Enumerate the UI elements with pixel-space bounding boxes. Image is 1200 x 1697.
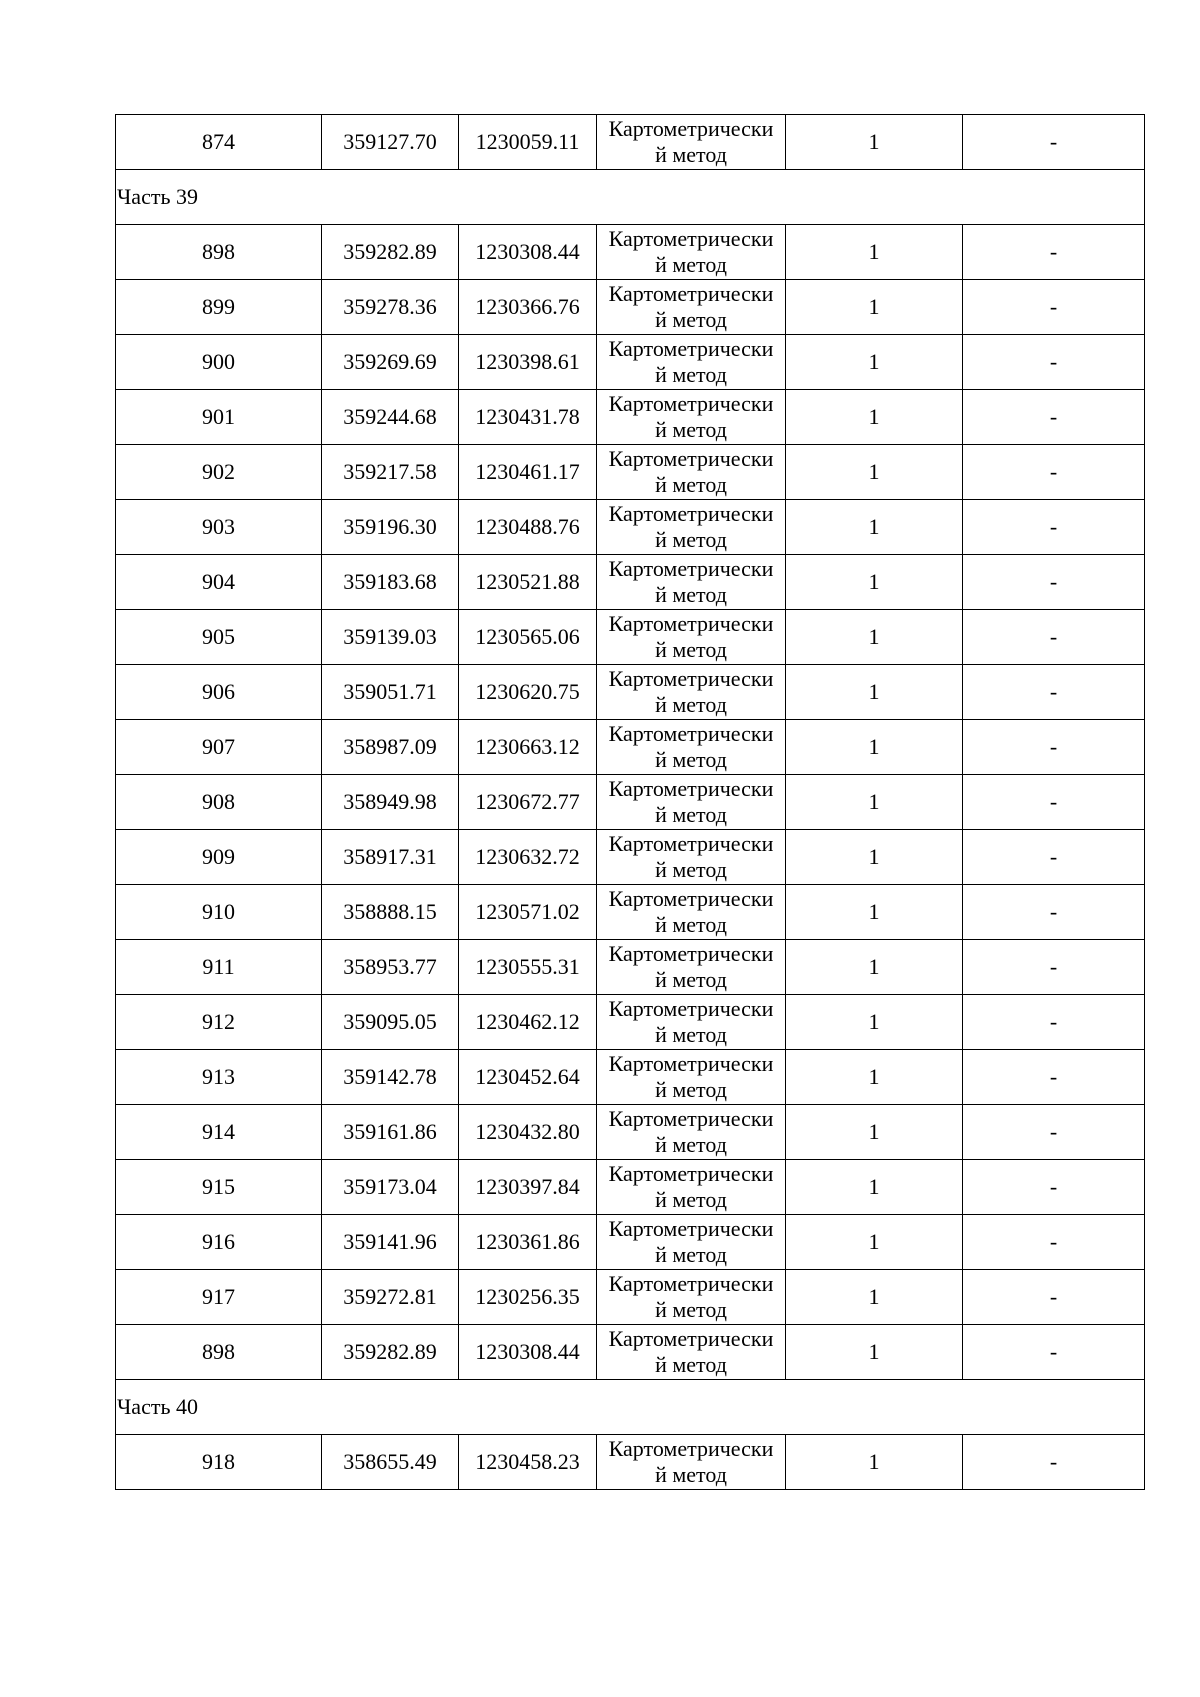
note-cell: - bbox=[963, 995, 1145, 1050]
accuracy-cell: 1 bbox=[786, 1435, 963, 1490]
x-coordinate-cell: 359161.86 bbox=[322, 1105, 459, 1160]
accuracy-cell: 1 bbox=[786, 335, 963, 390]
point-number-cell: 874 bbox=[116, 115, 322, 170]
x-coordinate-cell: 359269.69 bbox=[322, 335, 459, 390]
method-line-2: й метод bbox=[655, 692, 727, 717]
y-coordinate-cell: 1230488.76 bbox=[459, 500, 597, 555]
point-number-cell: 900 bbox=[116, 335, 322, 390]
y-coordinate-cell: 1230366.76 bbox=[459, 280, 597, 335]
accuracy-cell: 1 bbox=[786, 1105, 963, 1160]
method-cell bbox=[597, 1105, 786, 1160]
y-coordinate-cell: 1230555.31 bbox=[459, 940, 597, 995]
method-line-2: й метод bbox=[655, 1132, 727, 1157]
point-number-cell: 915 bbox=[116, 1160, 322, 1215]
table-row bbox=[116, 280, 1145, 335]
method-line-1: Картометрически bbox=[608, 886, 774, 911]
point-number-cell: 898 bbox=[116, 225, 322, 280]
table-row bbox=[116, 335, 1145, 390]
method-line-1: Картометрически bbox=[608, 1436, 774, 1461]
accuracy-cell: 1 bbox=[786, 1160, 963, 1215]
accuracy-cell: 1 bbox=[786, 885, 963, 940]
accuracy-cell: 1 bbox=[786, 665, 963, 720]
method-cell bbox=[597, 1160, 786, 1215]
point-number-cell: 917 bbox=[116, 1270, 322, 1325]
method-line-2: й метод bbox=[655, 527, 727, 552]
table-row bbox=[116, 775, 1145, 830]
method-line-1: Картометрически bbox=[608, 336, 774, 361]
section-row bbox=[116, 1380, 1145, 1435]
method-cell bbox=[597, 1325, 786, 1380]
x-coordinate-cell: 359244.68 bbox=[322, 390, 459, 445]
method-cell bbox=[597, 390, 786, 445]
table-row bbox=[116, 940, 1145, 995]
y-coordinate-cell: 1230308.44 bbox=[459, 225, 597, 280]
method-line-1: Картометрически bbox=[608, 446, 774, 471]
table-row bbox=[116, 885, 1145, 940]
accuracy-cell: 1 bbox=[786, 940, 963, 995]
method-cell bbox=[597, 500, 786, 555]
note-cell: - bbox=[963, 885, 1145, 940]
note-cell: - bbox=[963, 115, 1145, 170]
method-cell bbox=[597, 610, 786, 665]
point-number-cell: 916 bbox=[116, 1215, 322, 1270]
method-line-1: Картометрически bbox=[608, 501, 774, 526]
method-cell bbox=[597, 665, 786, 720]
method-cell bbox=[597, 555, 786, 610]
y-coordinate-cell: 1230398.61 bbox=[459, 335, 597, 390]
point-number-cell: 903 bbox=[116, 500, 322, 555]
table-row bbox=[116, 445, 1145, 500]
point-number-cell: 908 bbox=[116, 775, 322, 830]
method-line-1: Картометрически bbox=[608, 556, 774, 581]
y-coordinate-cell: 1230361.86 bbox=[459, 1215, 597, 1270]
table-row bbox=[116, 115, 1145, 170]
y-coordinate-cell: 1230521.88 bbox=[459, 555, 597, 610]
x-coordinate-cell: 358655.49 bbox=[322, 1435, 459, 1490]
accuracy-cell: 1 bbox=[786, 555, 963, 610]
accuracy-cell: 1 bbox=[786, 995, 963, 1050]
point-number-cell: 901 bbox=[116, 390, 322, 445]
method-cell bbox=[597, 940, 786, 995]
method-line-1: Картометрически bbox=[608, 1106, 774, 1131]
x-coordinate-cell: 359051.71 bbox=[322, 665, 459, 720]
method-cell bbox=[597, 1050, 786, 1105]
method-line-1: Картометрически bbox=[608, 1216, 774, 1241]
x-coordinate-cell: 359282.89 bbox=[322, 1325, 459, 1380]
method-line-2: й метод bbox=[655, 1462, 727, 1487]
method-line-2: й метод bbox=[655, 802, 727, 827]
note-cell: - bbox=[963, 1050, 1145, 1105]
table-row bbox=[116, 1160, 1145, 1215]
accuracy-cell: 1 bbox=[786, 225, 963, 280]
x-coordinate-cell: 358949.98 bbox=[322, 775, 459, 830]
point-number-cell: 910 bbox=[116, 885, 322, 940]
y-coordinate-cell: 1230308.44 bbox=[459, 1325, 597, 1380]
point-number-cell: 914 bbox=[116, 1105, 322, 1160]
x-coordinate-cell: 359095.05 bbox=[322, 995, 459, 1050]
x-coordinate-cell: 359139.03 bbox=[322, 610, 459, 665]
note-cell: - bbox=[963, 1270, 1145, 1325]
method-cell bbox=[597, 830, 786, 885]
accuracy-cell: 1 bbox=[786, 500, 963, 555]
x-coordinate-cell: 359278.36 bbox=[322, 280, 459, 335]
point-number-cell: 902 bbox=[116, 445, 322, 500]
note-cell: - bbox=[963, 830, 1145, 885]
accuracy-cell: 1 bbox=[786, 1270, 963, 1325]
method-cell bbox=[597, 445, 786, 500]
method-line-1: Картометрически bbox=[608, 391, 774, 416]
method-line-1: Картометрически bbox=[608, 1326, 774, 1351]
table-row bbox=[116, 665, 1145, 720]
method-line-2: й метод bbox=[655, 967, 727, 992]
method-line-1: Картометрически bbox=[608, 1161, 774, 1186]
note-cell: - bbox=[963, 1160, 1145, 1215]
point-number-cell: 912 bbox=[116, 995, 322, 1050]
y-coordinate-cell: 1230663.12 bbox=[459, 720, 597, 775]
point-number-cell: 904 bbox=[116, 555, 322, 610]
method-line-1: Картометрически bbox=[608, 941, 774, 966]
method-line-2: й метод bbox=[655, 582, 727, 607]
point-number-cell: 905 bbox=[116, 610, 322, 665]
note-cell: - bbox=[963, 445, 1145, 500]
point-number-cell: 898 bbox=[116, 1325, 322, 1380]
section-label: Часть 39 bbox=[116, 170, 1145, 225]
note-cell: - bbox=[963, 390, 1145, 445]
method-line-1: Картометрически bbox=[608, 831, 774, 856]
x-coordinate-cell: 359127.70 bbox=[322, 115, 459, 170]
table-row bbox=[116, 1325, 1145, 1380]
y-coordinate-cell: 1230059.11 bbox=[459, 115, 597, 170]
y-coordinate-cell: 1230461.17 bbox=[459, 445, 597, 500]
point-number-cell: 907 bbox=[116, 720, 322, 775]
accuracy-cell: 1 bbox=[786, 115, 963, 170]
accuracy-cell: 1 bbox=[786, 1050, 963, 1105]
table-row bbox=[116, 1270, 1145, 1325]
note-cell: - bbox=[963, 1105, 1145, 1160]
note-cell: - bbox=[963, 500, 1145, 555]
method-line-1: Картометрически bbox=[608, 996, 774, 1021]
y-coordinate-cell: 1230571.02 bbox=[459, 885, 597, 940]
method-cell bbox=[597, 335, 786, 390]
method-line-1: Картометрически bbox=[608, 721, 774, 746]
point-number-cell: 918 bbox=[116, 1435, 322, 1490]
section-label: Часть 40 bbox=[116, 1380, 1145, 1435]
y-coordinate-cell: 1230256.35 bbox=[459, 1270, 597, 1325]
x-coordinate-cell: 358953.77 bbox=[322, 940, 459, 995]
method-line-2: й метод bbox=[655, 857, 727, 882]
note-cell: - bbox=[963, 555, 1145, 610]
point-number-cell: 911 bbox=[116, 940, 322, 995]
y-coordinate-cell: 1230672.77 bbox=[459, 775, 597, 830]
table-row bbox=[116, 390, 1145, 445]
method-cell bbox=[597, 720, 786, 775]
x-coordinate-cell: 358888.15 bbox=[322, 885, 459, 940]
method-line-2: й метод bbox=[655, 1352, 727, 1377]
y-coordinate-cell: 1230397.84 bbox=[459, 1160, 597, 1215]
y-coordinate-cell: 1230565.06 bbox=[459, 610, 597, 665]
accuracy-cell: 1 bbox=[786, 1215, 963, 1270]
x-coordinate-cell: 359217.58 bbox=[322, 445, 459, 500]
x-coordinate-cell: 358987.09 bbox=[322, 720, 459, 775]
y-coordinate-cell: 1230462.12 bbox=[459, 995, 597, 1050]
x-coordinate-cell: 359142.78 bbox=[322, 1050, 459, 1105]
note-cell: - bbox=[963, 665, 1145, 720]
method-line-2: й метод bbox=[655, 472, 727, 497]
point-number-cell: 906 bbox=[116, 665, 322, 720]
accuracy-cell: 1 bbox=[786, 445, 963, 500]
accuracy-cell: 1 bbox=[786, 720, 963, 775]
table-row bbox=[116, 1105, 1145, 1160]
method-line-1: Картометрически bbox=[608, 1051, 774, 1076]
coordinates-table bbox=[115, 114, 1145, 1490]
method-cell bbox=[597, 1270, 786, 1325]
method-line-1: Картометрически bbox=[608, 666, 774, 691]
point-number-cell: 909 bbox=[116, 830, 322, 885]
table-row bbox=[116, 720, 1145, 775]
method-line-2: й метод bbox=[655, 252, 727, 277]
y-coordinate-cell: 1230452.64 bbox=[459, 1050, 597, 1105]
table-row bbox=[116, 1050, 1145, 1105]
note-cell: - bbox=[963, 280, 1145, 335]
table-row bbox=[116, 830, 1145, 885]
method-line-1: Картометрически bbox=[608, 226, 774, 251]
accuracy-cell: 1 bbox=[786, 1325, 963, 1380]
x-coordinate-cell: 359183.68 bbox=[322, 555, 459, 610]
method-line-2: й метод bbox=[655, 912, 727, 937]
table-row bbox=[116, 555, 1145, 610]
method-line-1: Картометрически bbox=[608, 776, 774, 801]
y-coordinate-cell: 1230632.72 bbox=[459, 830, 597, 885]
table-row bbox=[116, 995, 1145, 1050]
note-cell: - bbox=[963, 1325, 1145, 1380]
accuracy-cell: 1 bbox=[786, 390, 963, 445]
accuracy-cell: 1 bbox=[786, 775, 963, 830]
section-row bbox=[116, 170, 1145, 225]
method-line-2: й метод bbox=[655, 637, 727, 662]
note-cell: - bbox=[963, 610, 1145, 665]
table-row bbox=[116, 1435, 1145, 1490]
method-cell bbox=[597, 225, 786, 280]
method-cell bbox=[597, 115, 786, 170]
method-line-2: й метод bbox=[655, 747, 727, 772]
method-cell bbox=[597, 775, 786, 830]
x-coordinate-cell: 359173.04 bbox=[322, 1160, 459, 1215]
accuracy-cell: 1 bbox=[786, 830, 963, 885]
method-line-1: Картометрически bbox=[608, 1271, 774, 1296]
coordinates-table-body bbox=[116, 115, 1145, 1490]
method-line-2: й метод bbox=[655, 1297, 727, 1322]
method-cell bbox=[597, 885, 786, 940]
method-line-2: й метод bbox=[655, 1187, 727, 1212]
accuracy-cell: 1 bbox=[786, 610, 963, 665]
note-cell: - bbox=[963, 940, 1145, 995]
table-row bbox=[116, 610, 1145, 665]
x-coordinate-cell: 359282.89 bbox=[322, 225, 459, 280]
point-number-cell: 913 bbox=[116, 1050, 322, 1105]
note-cell: - bbox=[963, 775, 1145, 830]
note-cell: - bbox=[963, 720, 1145, 775]
y-coordinate-cell: 1230620.75 bbox=[459, 665, 597, 720]
method-line-2: й метод bbox=[655, 1077, 727, 1102]
x-coordinate-cell: 359272.81 bbox=[322, 1270, 459, 1325]
method-cell bbox=[597, 280, 786, 335]
y-coordinate-cell: 1230432.80 bbox=[459, 1105, 597, 1160]
method-line-2: й метод bbox=[655, 142, 727, 167]
y-coordinate-cell: 1230431.78 bbox=[459, 390, 597, 445]
y-coordinate-cell: 1230458.23 bbox=[459, 1435, 597, 1490]
method-cell bbox=[597, 1435, 786, 1490]
note-cell: - bbox=[963, 1435, 1145, 1490]
method-line-2: й метод bbox=[655, 1022, 727, 1047]
method-line-1: Картометрически bbox=[608, 611, 774, 636]
x-coordinate-cell: 359141.96 bbox=[322, 1215, 459, 1270]
method-line-1: Картометрически bbox=[608, 116, 774, 141]
accuracy-cell: 1 bbox=[786, 280, 963, 335]
note-cell: - bbox=[963, 1215, 1145, 1270]
method-line-2: й метод bbox=[655, 307, 727, 332]
point-number-cell: 899 bbox=[116, 280, 322, 335]
method-line-1: Картометрически bbox=[608, 281, 774, 306]
method-line-2: й метод bbox=[655, 417, 727, 442]
x-coordinate-cell: 358917.31 bbox=[322, 830, 459, 885]
note-cell: - bbox=[963, 335, 1145, 390]
x-coordinate-cell: 359196.30 bbox=[322, 500, 459, 555]
table-row bbox=[116, 1215, 1145, 1270]
note-cell: - bbox=[963, 225, 1145, 280]
method-cell bbox=[597, 995, 786, 1050]
table-row bbox=[116, 500, 1145, 555]
method-line-2: й метод bbox=[655, 362, 727, 387]
method-line-2: й метод bbox=[655, 1242, 727, 1267]
method-cell bbox=[597, 1215, 786, 1270]
table-row bbox=[116, 225, 1145, 280]
